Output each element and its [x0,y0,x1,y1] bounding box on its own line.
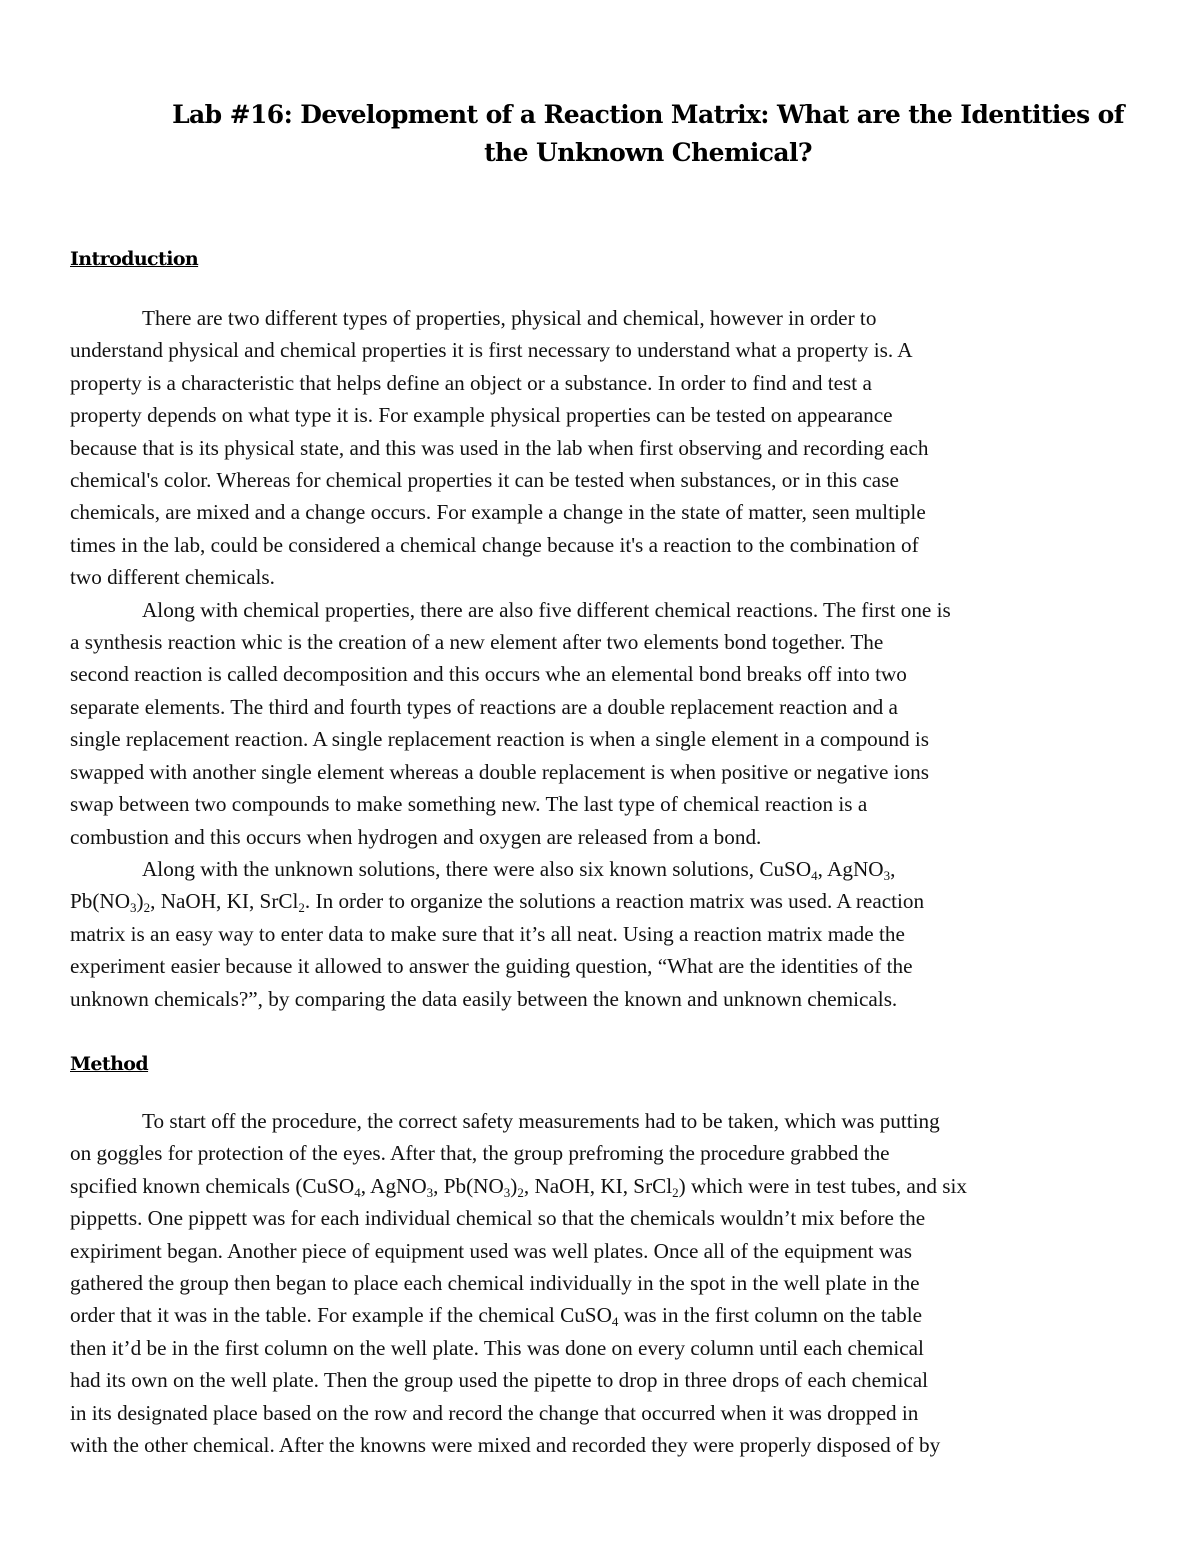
method-body [70,1105,1132,1461]
intro-line: swap between two compounds to make something new. The last type of chemical reaction is a [70,792,868,817]
intro-line: There are two different types of properties, physical and chemical, however in order to [142,306,877,330]
intro-line: property is a characteristic that helps define an object or a substance. In order to find and test a [70,370,872,395]
subscript: 2 [672,1184,679,1200]
intro-line: second reaction is called decomposition and this occurs whe an elemental bond breaks off into two [70,662,907,687]
text-run: ) which were in test tubes, and six [678,1173,967,1198]
method-line [70,1299,1132,1331]
intro-line: because that is its physical state, and this was used in the lab when first observing and recording each [70,435,929,460]
subscript: 4 [811,867,818,883]
method-heading: Method [70,1052,149,1075]
subscript: 4 [611,1314,619,1330]
method-line: then it’d be in the first column on the well plate. This was done on every column until each chemical [70,1335,924,1360]
intro-line: combustion and this occurs when hydrogen and oxygen are released from a bond. [70,824,762,849]
text-run: Pb(NO [70,889,131,914]
intro-line: experiment easier because it allowed to answer the guiding question, “What are the identities of the [70,954,913,979]
introduction-body [70,302,1132,1015]
method-line: expiriment began. Another piece of equipment used was well plates. Once all of the equipment was [70,1238,912,1263]
method-line: on goggles for protection of the eyes. After that, the group prefroming the procedure grabbed the [70,1141,890,1166]
method-line: pippetts. One pippett was for each individual chemical so that the chemicals wouldn’t mix before the [70,1206,926,1231]
text-run: spcified known chemicals (CuSO [70,1173,355,1198]
intro-line: two different chemicals. [70,565,275,590]
text-run: order that it was in the table. For example if the chemical CuSO [70,1303,612,1328]
intro-line: matrix is an easy way to enter data to make sure that it’s all neat. Using a reaction matrix made the [70,921,905,946]
text-run: , Pb(NO [433,1173,504,1198]
text-run: , AgNO [817,856,884,881]
subscript: 3 [130,900,137,916]
title-line-2: the Unknown Chemical? [484,138,812,167]
subscript: 2 [517,1184,524,1200]
intro-line: unknown chemicals?”, by comparing the data easily between the known and unknown chemicals. [70,986,898,1011]
document-page [70,96,1132,1461]
subscript: 2 [143,900,151,916]
intro-line: chemicals, are mixed and a change occurs. For example a change in the state of matter, seen multiple [70,500,926,525]
text-run: , NaOH, KI, SrCl [150,889,299,914]
intro-line: chemical's color. Whereas for chemical properties it can be tested when substances, or in this case [70,468,899,493]
page-title [164,96,1132,172]
intro-line [70,885,1132,917]
intro-line: single replacement reaction. A single replacement reaction is when a single element in a compound is [70,727,929,752]
text-run: ) [136,889,144,914]
method-line: in its designated place based on the row and record the change that occurred when it was dropped in [70,1400,919,1425]
text-run: was in the first column on the table [618,1303,923,1328]
subscript: 3 [426,1184,434,1200]
text-run: , AgNO [360,1173,427,1198]
intro-line: property depends on what type it is. For example physical properties can be tested on appearance [70,403,893,428]
text-run: . In order to organize the solutions a reaction matrix was used. A reaction [304,889,925,914]
subscript: 4 [354,1184,361,1200]
subscript: 3 [503,1184,511,1200]
intro-line [70,853,1132,885]
text-run: Along with the unknown solutions, there were also six known solutions, CuSO [142,856,812,881]
intro-line: a synthesis reaction whic is the creation of a new element after two elements bond together. The [70,630,884,655]
subscript: 2 [298,900,305,916]
intro-line: understand physical and chemical properties it is first necessary to understand what a property is. A [70,338,913,363]
method-line: with the other chemical. After the knowns were mixed and recorded they were properly disposed of by [70,1433,941,1457]
intro-line: separate elements. The third and fourth types of reactions are a double replacement reaction and a [70,694,898,719]
method-line: had its own on the well plate. Then the group used the pipette to drop in three drops of each chemical [70,1368,929,1393]
method-line: gathered the group then began to place each chemical individually in the spot in the well plate in the [70,1270,920,1295]
method-line [70,1170,1132,1202]
introduction-heading: Introduction [70,248,199,270]
intro-line: swapped with another single element whereas a double replacement is when positive or negative ions [70,759,930,784]
intro-line: Along with chemical properties, there are also five different chemical reactions. The first one is [142,597,951,622]
subscript: 3 [883,867,891,883]
intro-line: times in the lab, could be considered a chemical change because it's a reaction to the combination of [70,532,919,557]
method-line: To start off the procedure, the correct safety measurements had to be taken, which was putting [142,1108,940,1133]
title-line-1: Lab #16: Development of a Reaction Matrix: What are the Identities of [172,100,1124,129]
text-run: , [890,856,896,881]
text-run: ) [510,1173,518,1198]
text-run: , NaOH, KI, SrCl [523,1173,673,1198]
